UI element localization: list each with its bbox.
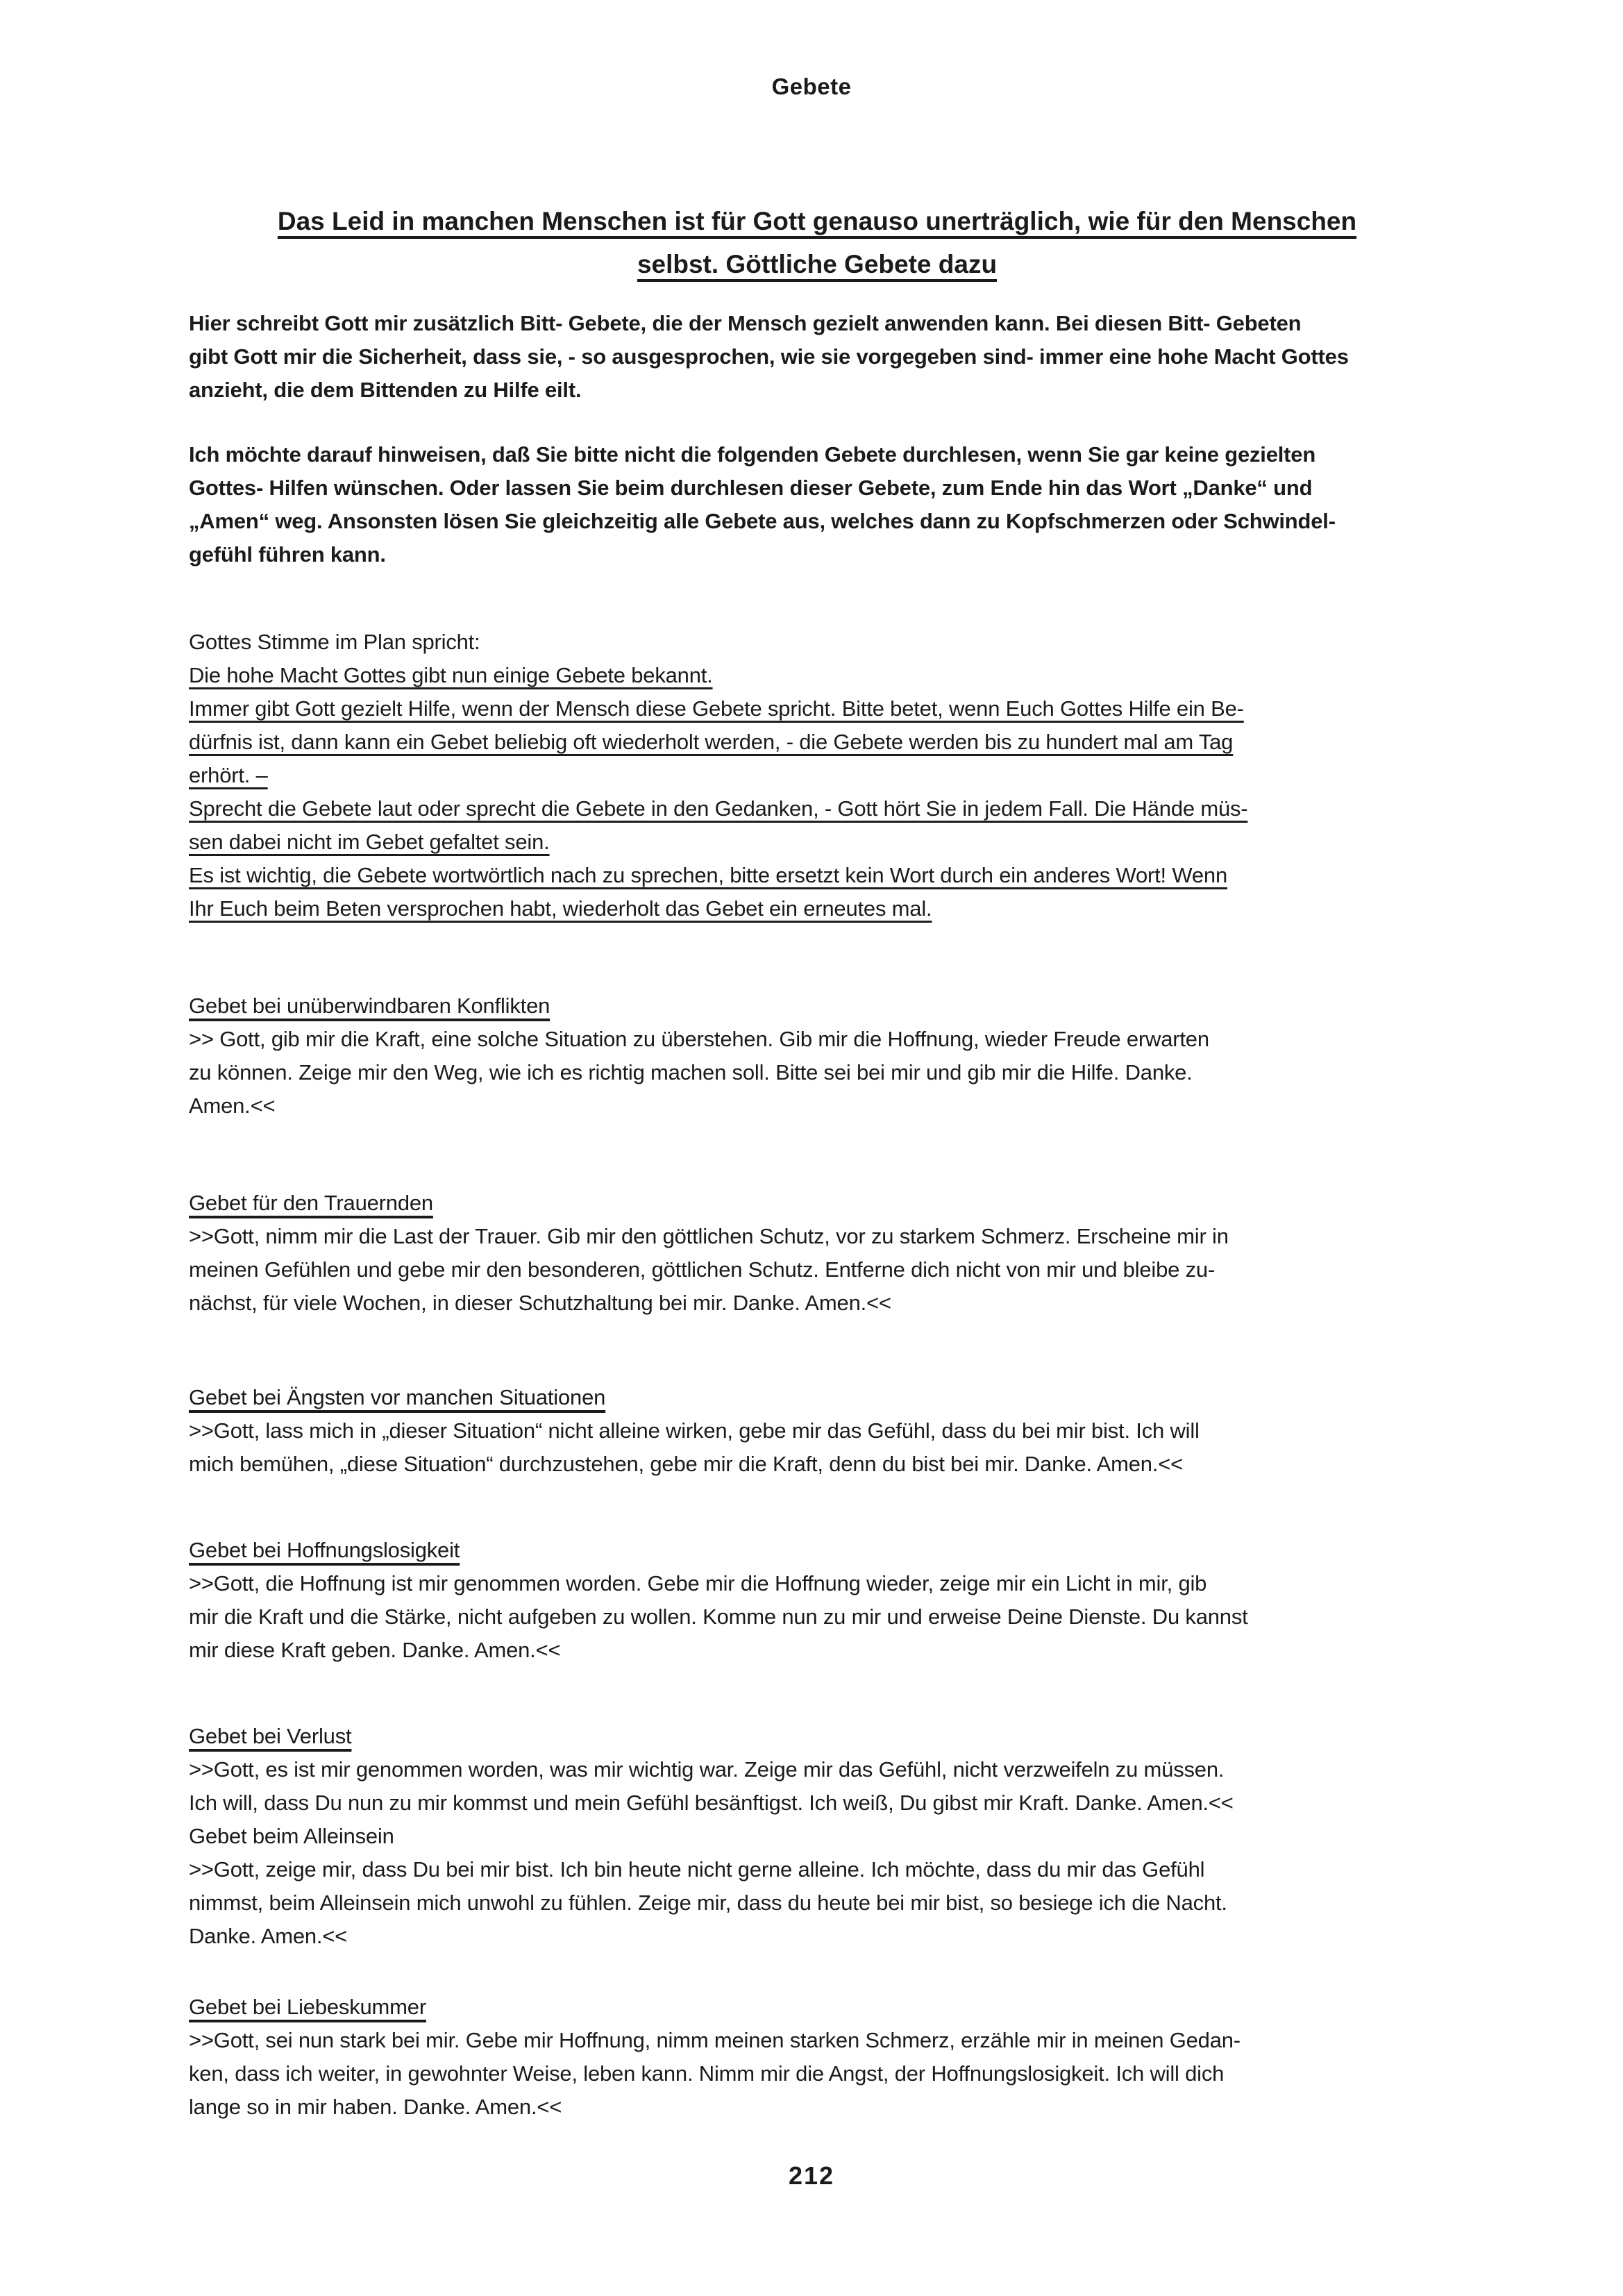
section-heading: Gebet bei unüberwindbaren Konflikten bbox=[189, 994, 550, 1018]
page-number: 212 bbox=[788, 2161, 835, 2190]
text-line: Immer gibt Gott gezielt Hilfe, wenn der Mensch diese Gebete spricht. Bitte betet, wenn Euch Gottes Hilfe ein Be- bbox=[189, 696, 1244, 721]
text-line: „Amen“ weg. Ansonsten lösen Sie gleichzeitig alle Gebete aus, welches dann zu Kopfschmerzen oder Schwindel- bbox=[189, 509, 1336, 533]
prayer-konflikte bbox=[189, 989, 1445, 1123]
text-line: nächst, für viele Wochen, in dieser Schutzhaltung bei mir. Danke. Amen.<< bbox=[189, 1291, 891, 1315]
text-line: mich bemühen, „diese Situation“ durchzustehen, gebe mir die Kraft, denn du bist bei mir. Danke. Amen.<< bbox=[189, 1452, 1184, 1476]
text-line: Amen.<< bbox=[189, 1093, 276, 1118]
text-line: Sprecht die Gebete laut oder sprecht die Gebete in den Gedanken, - Gott hört Sie in jedem Fall. Die Hände müs- bbox=[189, 796, 1248, 821]
text-line: >>Gott, es ist mir genommen worden, was mir wichtig war. Zeige mir das Gefühl, nicht verzweifeln zu müssen. bbox=[189, 1757, 1225, 1782]
prayer-trauernde bbox=[189, 1187, 1445, 1320]
text-line: >>Gott, sei nun stark bei mir. Gebe mir Hoffnung, nimm meinen starken Schmerz, erzähle mir in meinen Gedan- bbox=[189, 2028, 1241, 2052]
document-title-line-2: selbst. Göttliche Gebete dazu bbox=[637, 250, 998, 278]
text-line: Ich möchte darauf hinweisen, daß Sie bitte nicht die folgenden Gebete durchlesen, wenn Sie gar keine gezielten bbox=[189, 442, 1316, 467]
text-line: Gottes- Hilfen wünschen. Oder lassen Sie beim durchlesen dieser Gebete, zum Ende hin das Wort „Danke“ und bbox=[189, 476, 1313, 500]
section-heading: Gebet bei Verlust bbox=[189, 1724, 352, 1748]
section-heading: Gebet beim Alleinsein bbox=[189, 1824, 394, 1848]
text-line: lange so in mir haben. Danke. Amen.<< bbox=[189, 2095, 562, 2119]
text-line: >>Gott, zeige mir, dass Du bei mir bist. Ich bin heute nicht gerne alleine. Ich möchte, dass du mir das Gefühl bbox=[189, 1857, 1205, 1882]
prayer-hoffnungslosigkeit bbox=[189, 1534, 1445, 1667]
document-title-line-1: Das Leid in manchen Menschen ist für Gott genauso unerträglich, wie für den Menschen bbox=[277, 207, 1357, 235]
prayer-liebeskummer bbox=[189, 1991, 1445, 2124]
section-heading: Gebet bei Hoffnungslosigkeit bbox=[189, 1538, 460, 1562]
gottes-stimme-section bbox=[189, 626, 1445, 925]
text-line: >>Gott, die Hoffnung ist mir genommen worden. Gebe mir die Hoffnung wieder, zeige mir ein Licht in mir, gib bbox=[189, 1571, 1207, 1595]
text-line: meinen Gefühlen und gebe mir den besonderen, göttlichen Schutz. Entferne dich nicht von mir und bleibe zu- bbox=[189, 1257, 1216, 1282]
text-line: Die hohe Macht Gottes gibt nun einige Gebete bekannt. bbox=[189, 663, 713, 687]
text-line: Es ist wichtig, die Gebete wortwörtlich nach zu sprechen, bitte ersetzt kein Wort durch ein anderes Wort! Wenn bbox=[189, 863, 1227, 887]
text-line: gefühl führen kann. bbox=[189, 542, 386, 567]
text-line: Gottes Stimme im Plan spricht: bbox=[189, 630, 480, 654]
intro-warning bbox=[189, 438, 1445, 571]
text-line: Hier schreibt Gott mir zusätzlich Bitt- Gebete, die der Mensch gezielt anwenden kann. Bei diesen Bitt- Gebeten bbox=[189, 311, 1302, 335]
text-line: >>Gott, nimm mir die Last der Trauer. Gib mir den göttlichen Schutz, vor zu starkem Schmerz. Erscheine mir in bbox=[189, 1224, 1229, 1248]
content bbox=[189, 200, 1445, 2124]
section-heading: Gebet bei Liebeskummer bbox=[189, 1995, 426, 2019]
text-line: Ihr Euch beim Beten versprochen habt, wiederholt das Gebet ein erneutes mal. bbox=[189, 896, 932, 921]
text-line: Ich will, dass Du nun zu mir kommst und mein Gefühl besänftigst. Ich weiß, Du gibst mir Kraft. Danke. Amen.<< bbox=[189, 1791, 1234, 1815]
text-line: anzieht, die dem Bittenden zu Hilfe eilt. bbox=[189, 378, 582, 402]
page-header: Gebete bbox=[771, 74, 852, 99]
text-line: sen dabei nicht im Gebet gefaltet sein. bbox=[189, 830, 550, 854]
text-line: >>Gott, lass mich in „dieser Situation“ nicht alleine wirken, gebe mir das Gefühl, dass du bei mir bist. Ich will bbox=[189, 1418, 1200, 1443]
text-line: nimmst, beim Alleinsein mich unwohl zu fühlen. Zeige mir, dass du heute bei mir bist, so besiege ich die Nacht. bbox=[189, 1891, 1227, 1915]
prayer-verlust-alleinsein bbox=[189, 1720, 1445, 1953]
text-line: mir diese Kraft geben. Danke. Amen.<< bbox=[189, 1638, 561, 1662]
text-line: zu können. Zeige mir den Weg, wie ich es richtig machen soll. Bitte sei bei mir und gib mir die Hilfe. Danke. bbox=[189, 1060, 1193, 1084]
intro-paragraph-1 bbox=[189, 307, 1445, 407]
section-heading: Gebet für den Trauernden bbox=[189, 1191, 433, 1215]
text-line: Danke. Amen.<< bbox=[189, 1924, 348, 1948]
text-line: mir die Kraft und die Stärke, nicht aufgeben zu wollen. Komme nun zu mir und erweise Deine Dienste. Du kannst bbox=[189, 1604, 1248, 1629]
text-line: ken, dass ich weiter, in gewohnter Weise, leben kann. Nimm mir die Angst, der Hoffnungslosigkeit. Ich will dich bbox=[189, 2061, 1225, 2086]
text-line: gibt Gott mir die Sicherheit, dass sie, - so ausgesprochen, wie sie vorgegeben sind- immer eine hohe Macht Gottes bbox=[189, 344, 1349, 369]
prayer-aengste bbox=[189, 1381, 1445, 1481]
text-line: dürfnis ist, dann kann ein Gebet beliebig oft wiederholt werden, - die Gebete werden bis zu hundert mal am Tag bbox=[189, 730, 1234, 754]
document-title bbox=[189, 200, 1445, 286]
section-heading: Gebet bei Ängsten vor manchen Situationen bbox=[189, 1385, 606, 1409]
text-line: >> Gott, gib mir die Kraft, eine solche Situation zu überstehen. Gib mir die Hoffnung, wieder Freude erwarten bbox=[189, 1027, 1209, 1051]
text-line: erhört. – bbox=[189, 763, 268, 787]
